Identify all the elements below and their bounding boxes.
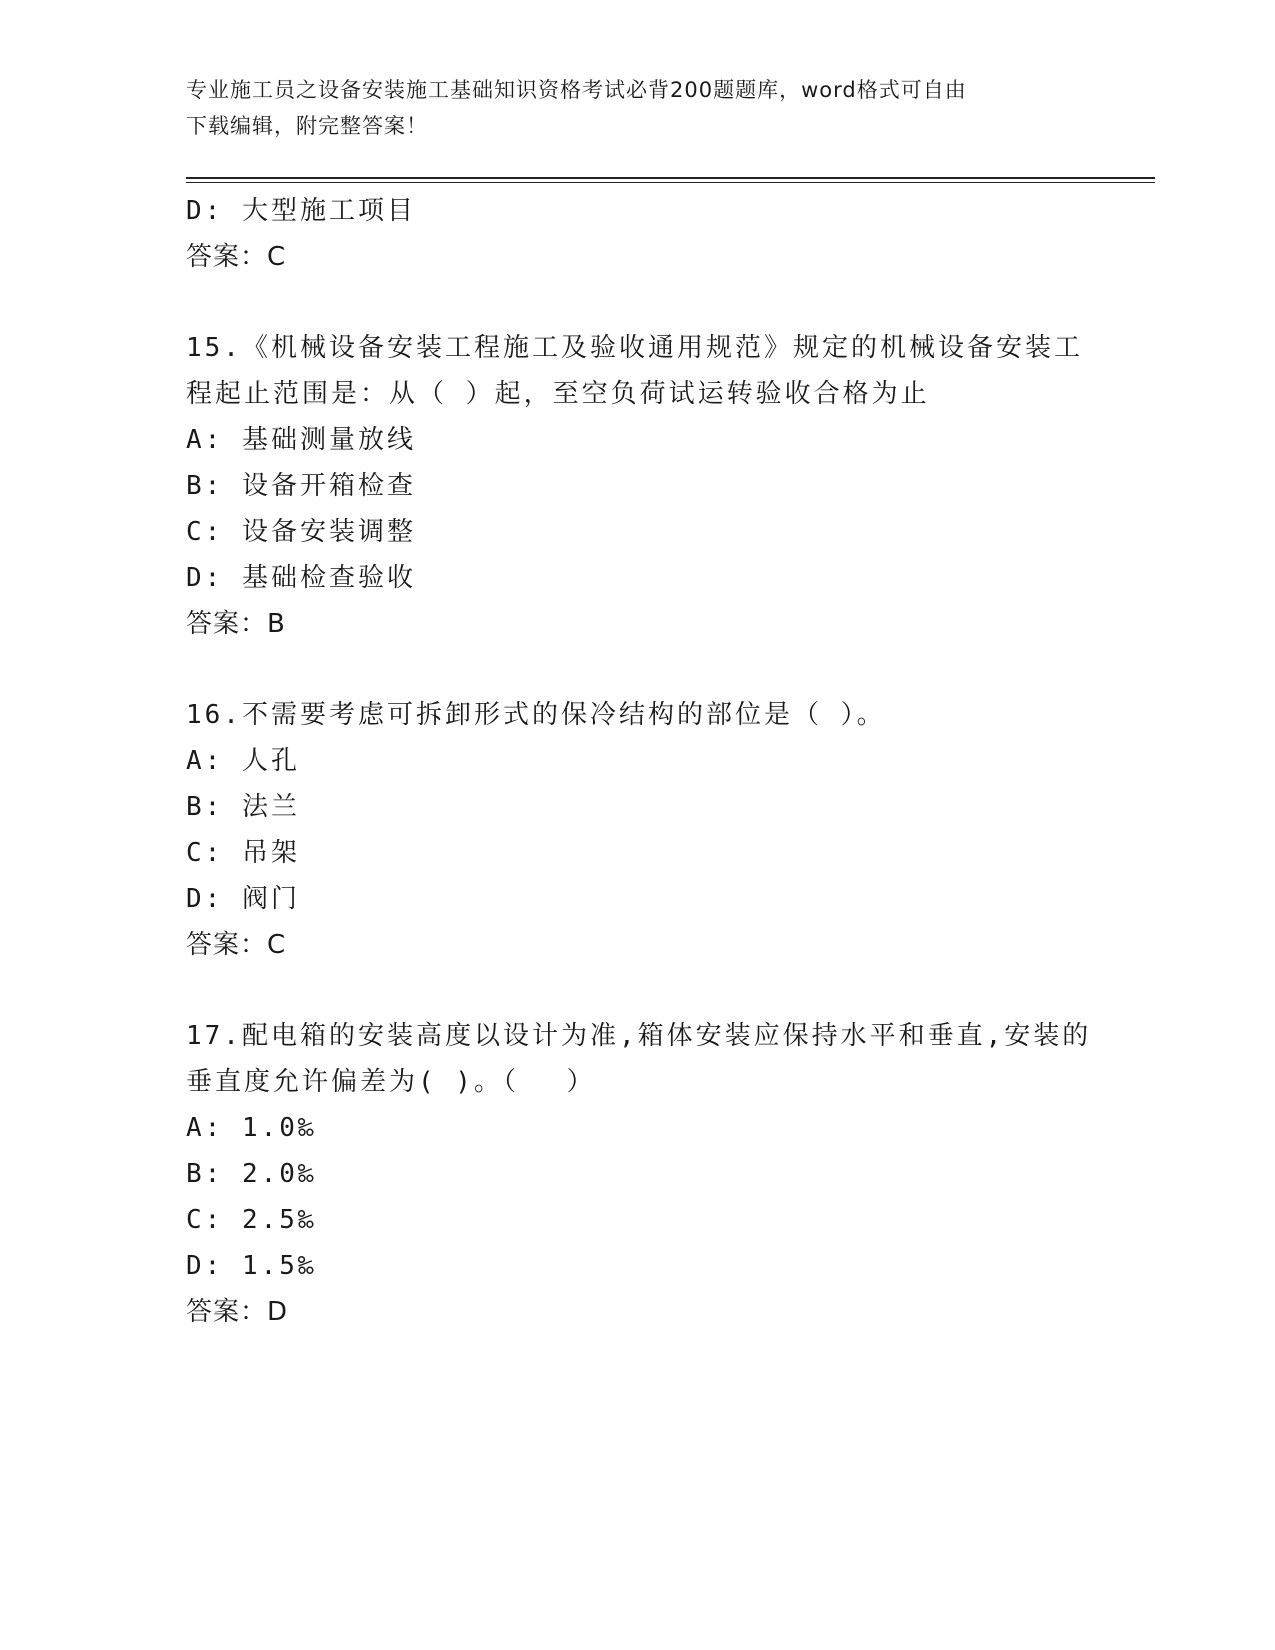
question-16 [186,692,1086,968]
option-b: B: 法兰 [186,792,300,822]
header-line-2: 下载编辑，附完整答案！ [186,114,428,138]
option-d: D: 阀门 [186,884,300,914]
carryover-option-d: D: 大型施工项目 [186,196,416,226]
answer: 答案：B [186,609,286,639]
option-a: A: 人孔 [186,746,300,776]
question-list [186,188,1092,1335]
question-stem: 程起止范围是：从（ ）起，至空负荷试运转验收合格为止 [186,379,930,409]
document-header [186,72,1086,144]
question-15 [186,325,1086,647]
question-stem: 17.配电箱的安装高度以设计为准,箱体安装应保持水平和垂直,安装的 [186,1021,1092,1051]
header-divider-thick [186,177,1155,179]
carryover-answer: 答案：C [186,242,287,272]
option-c: C: 吊架 [186,838,300,868]
option-d: D: 1.5‰ [186,1251,317,1281]
option-a: A: 1.0‰ [186,1113,317,1143]
spacer [186,280,1086,325]
question-stem: 16.不需要考虑可拆卸形式的保冷结构的部位是（ ）。 [186,700,886,730]
answer: 答案：C [186,930,287,960]
header-line-1: 专业施工员之设备安装施工基础知识资格考试必背200题题库，word格式可自由 [186,78,967,102]
question-stem: 15.《机械设备安装工程施工及验收通用规范》规定的机械设备安装工 [186,333,1083,363]
option-a: A: 基础测量放线 [186,425,416,455]
spacer [186,968,1086,1013]
option-b: B: 2.0‰ [186,1159,317,1189]
question-stem: 垂直度允许偏差为( )。（ ） [186,1067,596,1097]
option-c: C: 设备安装调整 [186,517,416,547]
answer: 答案：D [186,1297,289,1327]
question-17 [186,1013,1092,1335]
option-d: D: 基础检查验收 [186,563,416,593]
option-c: C: 2.5‰ [186,1205,317,1235]
header-divider-thin [186,182,1155,183]
option-b: B: 设备开箱检查 [186,471,416,501]
spacer [186,647,1086,692]
